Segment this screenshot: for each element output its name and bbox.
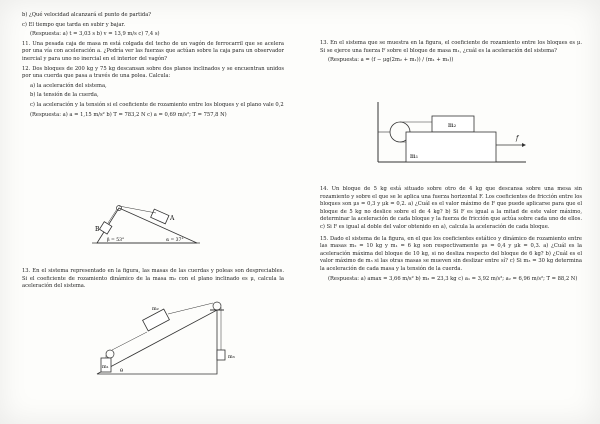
- left-column: [22, 12, 284, 121]
- figure-pulley-incline: [92, 292, 242, 382]
- right-column: [320, 40, 582, 67]
- label-m1-right: m₁: [410, 153, 419, 160]
- problem-12-b: b) la tensión de la cuerda,: [30, 92, 99, 99]
- block-m3: [217, 350, 225, 360]
- label-theta: θ: [120, 368, 124, 374]
- answer-15: (Respuesta: a) amax = 3,66 m/s² b) m₃ = 23,3 kg c) a₁ = 3,92 m/s²; a₂ = 6,96 m/s²; T = 88,2 N): [328, 275, 578, 282]
- problem-14: 14. Un bloque de 5 kg está situado sobre otro de 4 kg que descansa sobre una mesa sin rozamiento y sobre el que se le aplica una fuerza horizontal F. Los coeficientes de fricción entre los bloques son μs = 0,3 y μk = 0,2. a) ¿Cuál es el valor máximo de F que puede aplicarse para que el bloque de 5 kg no deslice sobre el de 4 kg? b) Si F es igual a la mitad de este valor máximo, determinar la aceleración de cada bloque y la fuerza de fricción que actúa sobre cada uno de ellos. c) Si F es igual al doble del valor obtenido en a), calcula la aceleración de cada bloque.: [320, 186, 582, 230]
- answer-12: (Respuesta: a) a = 1,15 m/s² b) T = 783,2 N c) a = 0,69 m/s²; T = 757,8 N): [30, 111, 227, 118]
- block-m1-bottom: [406, 132, 496, 162]
- figure-inclined-planes: [92, 198, 202, 248]
- pulley-right: [213, 302, 221, 310]
- label-m2: m₂: [152, 306, 159, 312]
- pulley-left: [106, 350, 114, 358]
- problem-13-left: 13. En el sistema representado en la figura, las masas de las cuerdas y poleas son despreciables. Si el coeficiente de rozamiento dinámico de la masa m₂ con el plano inclinado es μ, calcula la aceleración del sistema.: [22, 268, 284, 290]
- label-a: A: [170, 215, 175, 222]
- block-a: [151, 209, 169, 224]
- right-column-bottom: [320, 186, 582, 285]
- label-force: f: [516, 135, 519, 142]
- rope-b: [108, 209, 117, 223]
- problem-15: 15. Dado el sistema de la figura, en el que los coeficientes estático y dinámico de rozamiento entre las masas m₂ = 10 kg y m₁ = 6 kg son respectivamente μs = 0,4 y μk = 0,3. a) ¿Cuál es la aceleración máxima del bloque de 10 kg, si no desliza respecto del bloque de 6 kg? b) ¿Cuál es el valor máximo de m₃ si las otras masas se mueven sin deslizar entre sí? c) Si m₃ = 30 kg determina la aceleración de cada masa y la tensión de la cuerda.: [320, 235, 582, 272]
- answer-13: (Respuesta: a = (f − μg(2m₂ + m₁)) / (m₁ + m₂)): [328, 57, 454, 64]
- left-column-bottom: [22, 268, 284, 293]
- problem-11: 11. Una pesada caja de masa m está colgada del techo de un vagón de ferrocarril que se acelera por una vía con aceleración a. ¿Podría ver las fuerzas que actúan sobre la caja para un observador inercial y para uno no inercial en el interior del vagón?: [22, 40, 284, 62]
- block-m2: [143, 309, 170, 331]
- rope-right: [168, 303, 213, 314]
- problem-12-c: c) la aceleración y la tensión si el coeficiente de rozamiento entre los bloques y el plano vale 0,2: [30, 101, 284, 108]
- block-b: [99, 222, 111, 234]
- problem-12-a: a) la aceleración del sistema,: [30, 82, 107, 89]
- angle-alpha: α = 37°: [166, 238, 184, 243]
- problem-13-right: 13. En el sistema que se muestra en la figura, el coeficiente de rozamiento entre los bloques es μ. Si se ejerce una fuerza F sobre el bloque de masa m₁, ¿cuál es la aceleración del sistema?: [320, 40, 582, 54]
- problem-12: 12. Dos bloques de 200 kg y 75 kg descansan sobre dos planos inclinados y se encuentran unidos por una cuerda que pasa a través de una polea. Calcula:: [22, 65, 284, 80]
- figure-two-blocks: [376, 100, 536, 170]
- label-m1: m₁: [102, 364, 109, 370]
- rope-a: [119, 206, 156, 213]
- answer-previous: (Respuesta: a) t = 3,03 s b) v = 13,9 m/s c) 7,4 s): [30, 31, 160, 38]
- question-b: b) ¿Qué velocidad alcanzará el punto de partida?: [22, 12, 152, 18]
- label-m2-right: m₂: [448, 122, 457, 129]
- label-m3: m₃: [228, 354, 235, 360]
- force-arrowhead: [522, 143, 526, 147]
- rope-left: [112, 332, 147, 350]
- label-b: B: [95, 226, 100, 233]
- question-c: c) El tiempo que tarda en subir y bajar.: [22, 21, 126, 28]
- angle-beta: β = 53°: [107, 238, 125, 243]
